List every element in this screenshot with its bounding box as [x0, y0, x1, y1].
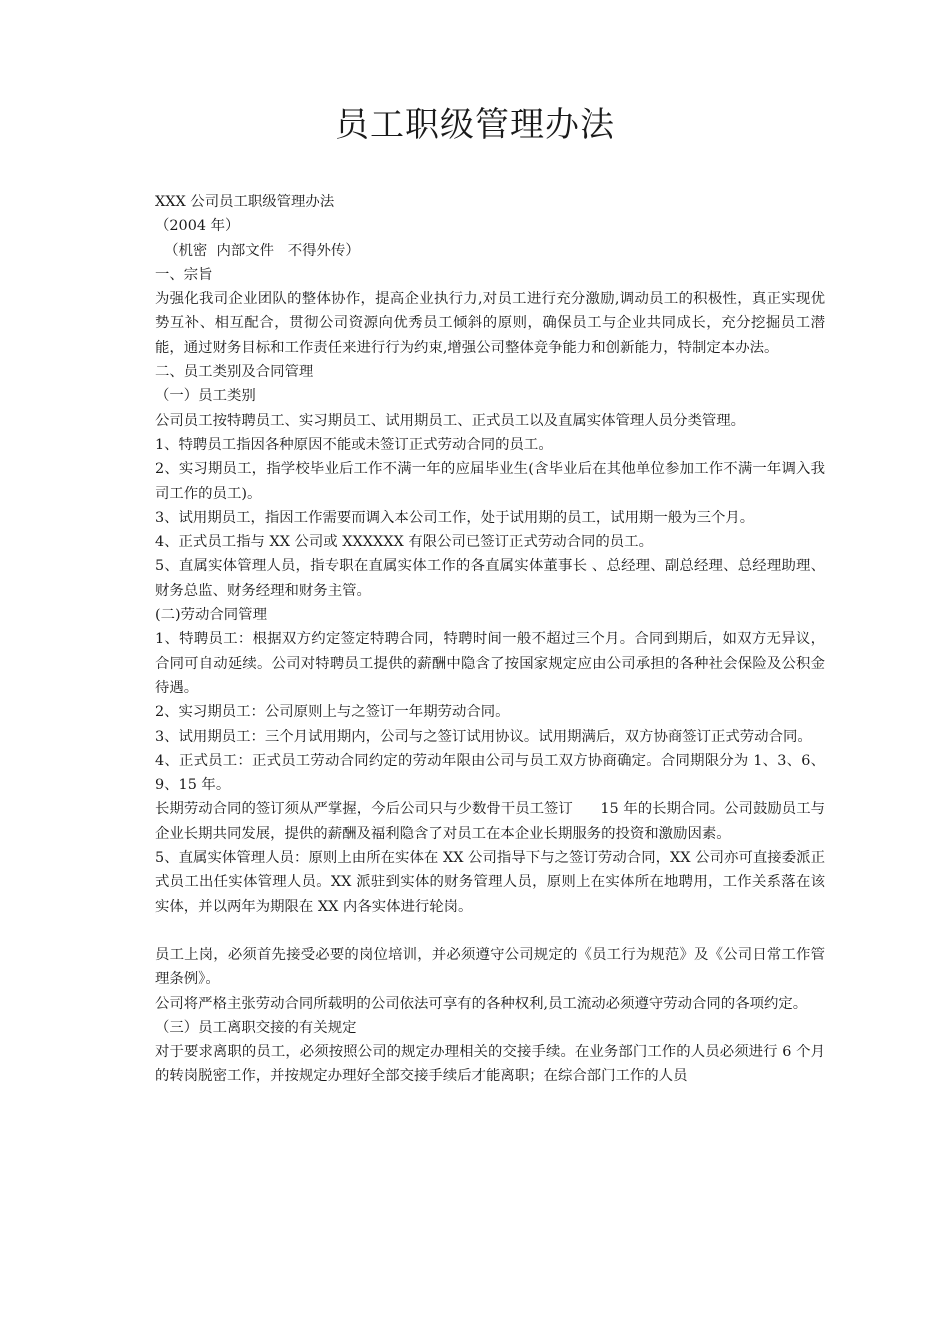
section-heading: 二、员工类别及合同管理: [155, 364, 314, 381]
list-item: 4、正式员工指与 XX 公司或 XXXXXX 有限公司已签订正式劳动合同的员工。: [155, 534, 653, 551]
list-item: 5、直属实体管理人员，指专职在直属实体工作的各直属实体董事长 、总经理、副总经理、总经理助理、财务总监、财务经理和财务主管。: [155, 558, 825, 599]
list-item: 2、实习期员工：公司原则上与之签订一年期劳动合同。: [155, 704, 510, 721]
list-item: 3、试用期员工：三个月试用期内，公司与之签订试用协议。试用期满后，双方协商签订正式劳动合同。: [155, 728, 812, 745]
doc-confidential-note: （机密 内部文件 不得外传）: [155, 242, 360, 259]
list-item: 4、正式员工：正式员工劳动合同约定的劳动年限由公司与员工双方协商确定。合同期限分为 1、3、6、9、15 年。: [155, 752, 825, 794]
paragraph: 对于要求离职的员工，必须按照公司的规定办理相关的交接手续。在业务部门工作的人员必须进行 6 个月的转岗脱密工作，并按规定办理好全部交接手续后才能离职；在综合部门工作的人员: [155, 1044, 825, 1085]
doc-subtitle: XXX 公司员工职级管理办法: [155, 194, 335, 210]
subsection-heading: (二)劳动合同管理: [155, 607, 267, 624]
paragraph: 公司员工按特聘员工、实习期员工、试用期员工、正式员工以及直属实体管理人员分类管理。: [155, 412, 746, 429]
paragraph: 为强化我司企业团队的整体协作，提高企业执行力,对员工进行充分激励,调动员工的积极性，真正实现优势互补、相互配合，贯彻公司资源向优秀员工倾斜的原则，确保员工与企业共同成长，充分挖掘员工潜能，通过财务目标和工作责任来进行行为约束,增强公司整体竞争能力和创新能力，特制定本办法。: [155, 291, 825, 356]
subsection-heading: （一）员工类别: [155, 388, 256, 405]
paragraph: 公司将严格主张劳动合同所载明的公司依法可享有的各种权利,员工流动必须遵守劳动合同的各项约定。: [155, 995, 808, 1012]
document-body: [155, 190, 825, 1089]
section-heading: 一、宗旨: [155, 266, 213, 283]
paragraph: 长期劳动合同的签订须从严掌握，今后公司只与少数骨干员工签订 15 年的长期合同。公司鼓励员工与企业长期共同发展，提供的薪酬及福利隐含了对员工在本企业长期服务的投资和激励因素。: [155, 801, 825, 842]
subsection-heading: （三）员工离职交接的有关规定: [155, 1019, 357, 1036]
list-item: 2、实习期员工，指学校毕业后工作不满一年的应届毕业生(含毕业后在其他单位参加工作不满一年调入我司工作的员工)。: [155, 461, 825, 502]
list-item: 3、试用期员工，指因工作需要而调入本公司工作，处于试用期的员工，试用期一般为三个月。: [155, 509, 755, 526]
paragraph: 员工上岗，必须首先接受必要的岗位培训，并必须遵守公司规定的《员工行为规范》及《公司日常工作管理条例》。: [155, 946, 825, 988]
list-item: 5、直属实体管理人员：原则上由所在实体在 XX 公司指导下与之签订劳动合同，XX 公司亦可直接委派正式员工出任实体管理人员。XX 派驻到实体的财务管理人员，原则上在实体所在地聘用，工作关系落在该实体，并以两年为期限在 XX 内各实体进行轮岗。: [155, 850, 825, 915]
document-title: 员工职级管理办法: [335, 105, 615, 145]
doc-year: （2004 年）: [155, 218, 240, 235]
list-item: 1、特聘员工指因各种原因不能或未签订正式劳动合同的员工。: [155, 436, 553, 453]
list-item: 1、特聘员工：根据双方约定签定特聘合同，特聘时间一般不超过三个月。合同到期后，如双方无异议，合同可自动延续。公司对特聘员工提供的薪酬中隐含了按国家规定应由公司承担的各种社会保险及公积金待遇。: [155, 631, 825, 696]
